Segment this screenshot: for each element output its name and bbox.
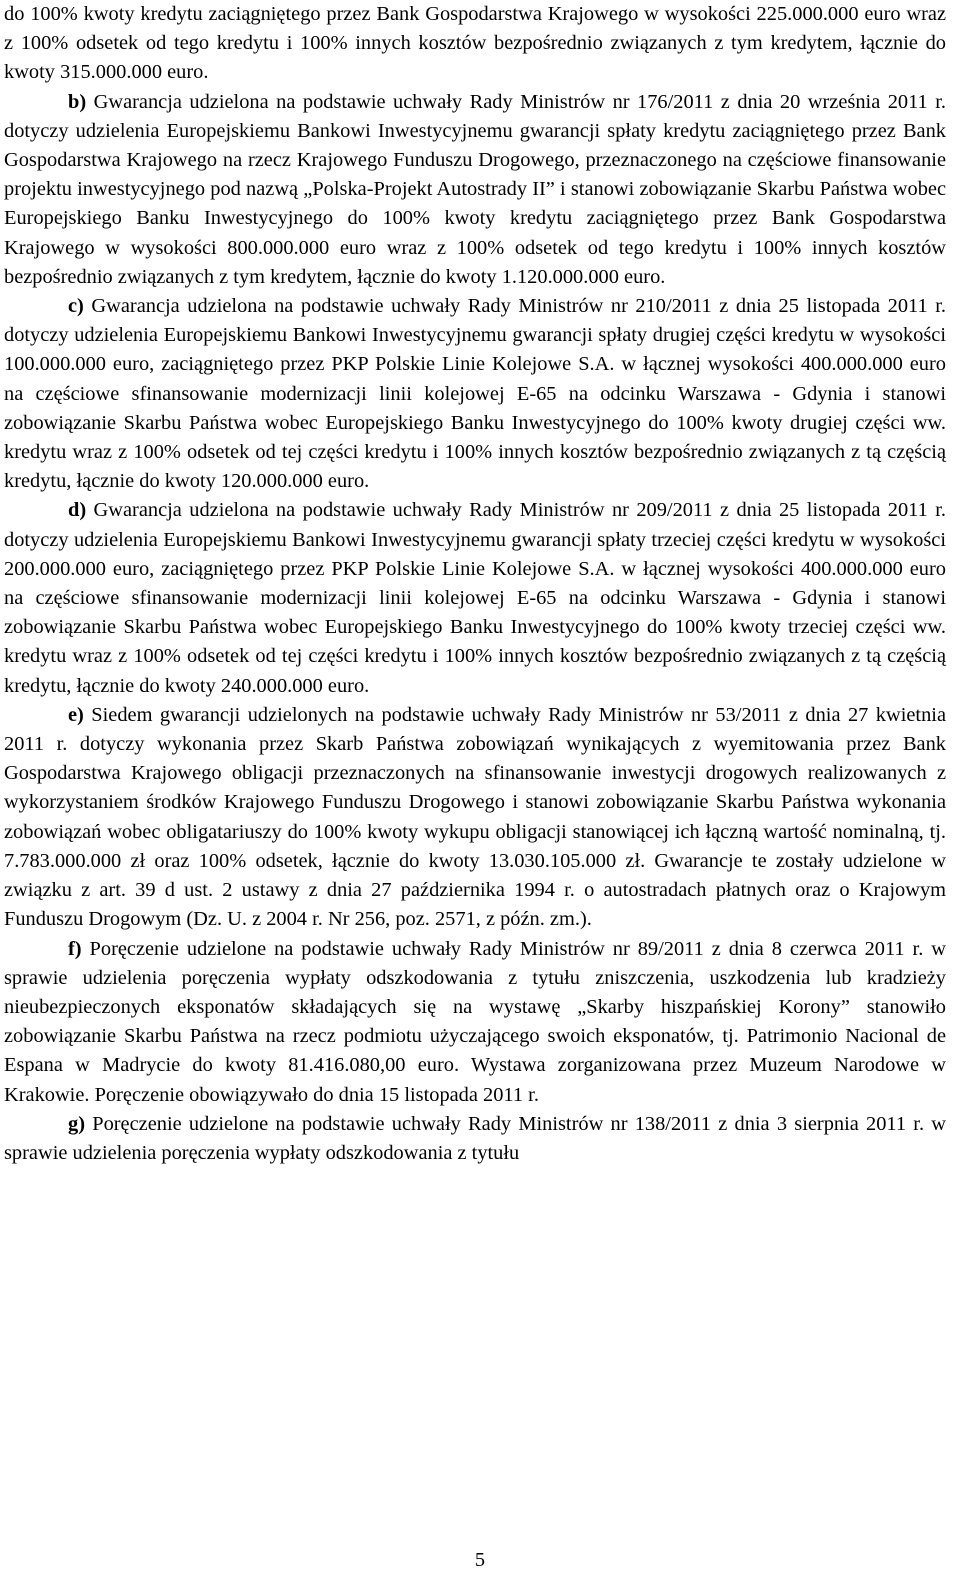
- paragraph-g: [4, 1110, 946, 1168]
- paragraph-text: Siedem gwarancji udzielonych na podstawie uchwały Rady Ministrów nr 53/2011 z dnia 27 kwietnia 2011 r. dotyczy wykonania przez Skarb Państwa zobowiązań wynikających z wyemitowania przez Bank Gospodarstwa Krajowego obligacji przeznaczonych na sfinansowanie inwestycji drogowych realizowanych z wykorzystaniem środków Krajowego Funduszu Drogowego i stanowi zobowiązanie Skarbu Państwa wykonania zobowiązań wobec obligatariuszy do 100% kwoty wykupu obligacji stanowiącej ich łączną wartość nominalną, tj. 7.783.000.000 zł oraz 100% odsetek, łącznie do kwoty 13.030.105.000 zł. Gwarancje te zostały udzielone w związku z art. 39 d ust. 2 ustawy z dnia 27 października 1994 r. o autostradach płatnych oraz o Krajowym Funduszu Drogowym (Dz. U. z 2004 r. Nr 256, poz. 2571, z późn. zm.).: [4, 703, 946, 931]
- list-marker-f: f): [68, 937, 82, 960]
- list-marker-c: c): [68, 295, 84, 318]
- paragraph-text: Gwarancja udzielona na podstawie uchwały Rady Ministrów nr 176/2011 z dnia 20 września 2011 r. dotyczy udzielenia Europejskiemu Bankowi Inwestycyjnemu gwarancji spłaty kredytu zaciągniętego przez Bank Gospodarstwa Krajowego na rzecz Krajowego Funduszu Drogowego, przeznaczonego na częściowe finansowanie projektu inwestycyjnego pod nazwą „Polska-Projekt Autostrady II” i stanowi zobowiązanie Skarbu Państwa wobec Europejskiego Banku Inwestycyjnego do 100% kwoty kredytu zaciągniętego przez Bank Gospodarstwa Krajowego w wysokości 800.000.000 euro wraz z 100% odsetek od tego kredytu i 100% innych kosztów bezpośrednio związanych z tym kredytem, łącznie do kwoty 1.120.000.000 euro.: [4, 90, 946, 288]
- list-marker-b: b): [68, 90, 87, 113]
- paragraph-continuation: [4, 0, 946, 88]
- paragraph-b: [4, 88, 946, 292]
- list-marker-g: g): [68, 1112, 85, 1135]
- list-marker-e: e): [68, 703, 84, 726]
- paragraph-text: do 100% kwoty kredytu zaciągniętego przez Bank Gospodarstwa Krajowego w wysokości 225.000.000 euro wraz z 100% odsetek od tego kredytu i 100% innych kosztów bezpośrednio związanych z tym kredytem, łącznie do kwoty 315.000.000 euro.: [4, 3, 946, 84]
- document-page: [4, 0, 946, 1168]
- list-marker-d: d): [68, 499, 87, 522]
- paragraph-text: Poręczenie udzielone na podstawie uchwały Rady Ministrów nr 89/2011 z dnia 8 czerwca 2011 r. w sprawie udzielenia poręczenia wypłaty odszkodowania z tytułu zniszczenia, uszkodzenia lub kradzieży nieubezpieczonych eksponatów składających się na wystawę „Skarby hiszpańskiej Korony” stanowiło zobowiązanie Skarbu Państwa na rzecz podmiotu użyczającego swoich eksponatów, tj. Patrimonio Nacional de Espana w Madrycie do kwoty 81.416.080,00 euro. Wystawa zorganizowana przez Muzeum Narodowe w Krakowie. Poręczenie obowiązywało do dnia 15 listopada 2011 r.: [4, 937, 946, 1106]
- paragraph-text: Gwarancja udzielona na podstawie uchwały Rady Ministrów nr 209/2011 z dnia 25 listopada 2011 r. dotyczy udzielenia Europejskiemu Bankowi Inwestycyjnemu gwarancji spłaty trzeciej części kredytu w wysokości 200.000.000 euro, zaciągniętego przez PKP Polskie Linie Kolejowe S.A. w łącznej wysokości 400.000.000 euro na częściowe sfinansowanie modernizacji linii kolejowej E-65 na odcinku Warszawa - Gdynia i stanowi zobowiązanie Skarbu Państwa wobec Europejskiego Banku Inwestycyjnego do 100% kwoty trzeciej części ww. kredytu wraz z 100% odsetek od tej części kredytu i 100% innych kosztów bezpośrednio związanych z tą częścią kredytu, łącznie do kwoty 240.000.000 euro.: [4, 499, 946, 697]
- paragraph-text: Gwarancja udzielona na podstawie uchwały Rady Ministrów nr 210/2011 z dnia 25 listopada 2011 r. dotyczy udzielenia Europejskiemu Bankowi Inwestycyjnemu gwarancji spłaty drugiej części kredytu w wysokości 100.000.000 euro, zaciągniętego przez PKP Polskie Linie Kolejowe S.A. w łącznej wysokości 400.000.000 euro na częściowe sfinansowanie modernizacji linii kolejowej E-65 na odcinku Warszawa - Gdynia i stanowi zobowiązanie Skarbu Państwa wobec Europejskiego Banku Inwestycyjnego do 100% kwoty drugiej części ww. kredytu wraz z 100% odsetek od tej części kredytu i 100% innych kosztów bezpośrednio związanych z tą częścią kredytu, łącznie do kwoty 120.000.000 euro.: [4, 295, 946, 493]
- paragraph-f: [4, 935, 946, 1110]
- paragraph-e: [4, 701, 946, 935]
- paragraph-d: [4, 496, 946, 700]
- paragraph-text: Poręczenie udzielone na podstawie uchwały Rady Ministrów nr 138/2011 z dnia 3 sierpnia 2011 r. w sprawie udzielenia poręczenia wypłaty odszkodowania z tytułu: [4, 1112, 946, 1164]
- page-number: 5: [474, 1549, 486, 1571]
- paragraph-c: [4, 292, 946, 496]
